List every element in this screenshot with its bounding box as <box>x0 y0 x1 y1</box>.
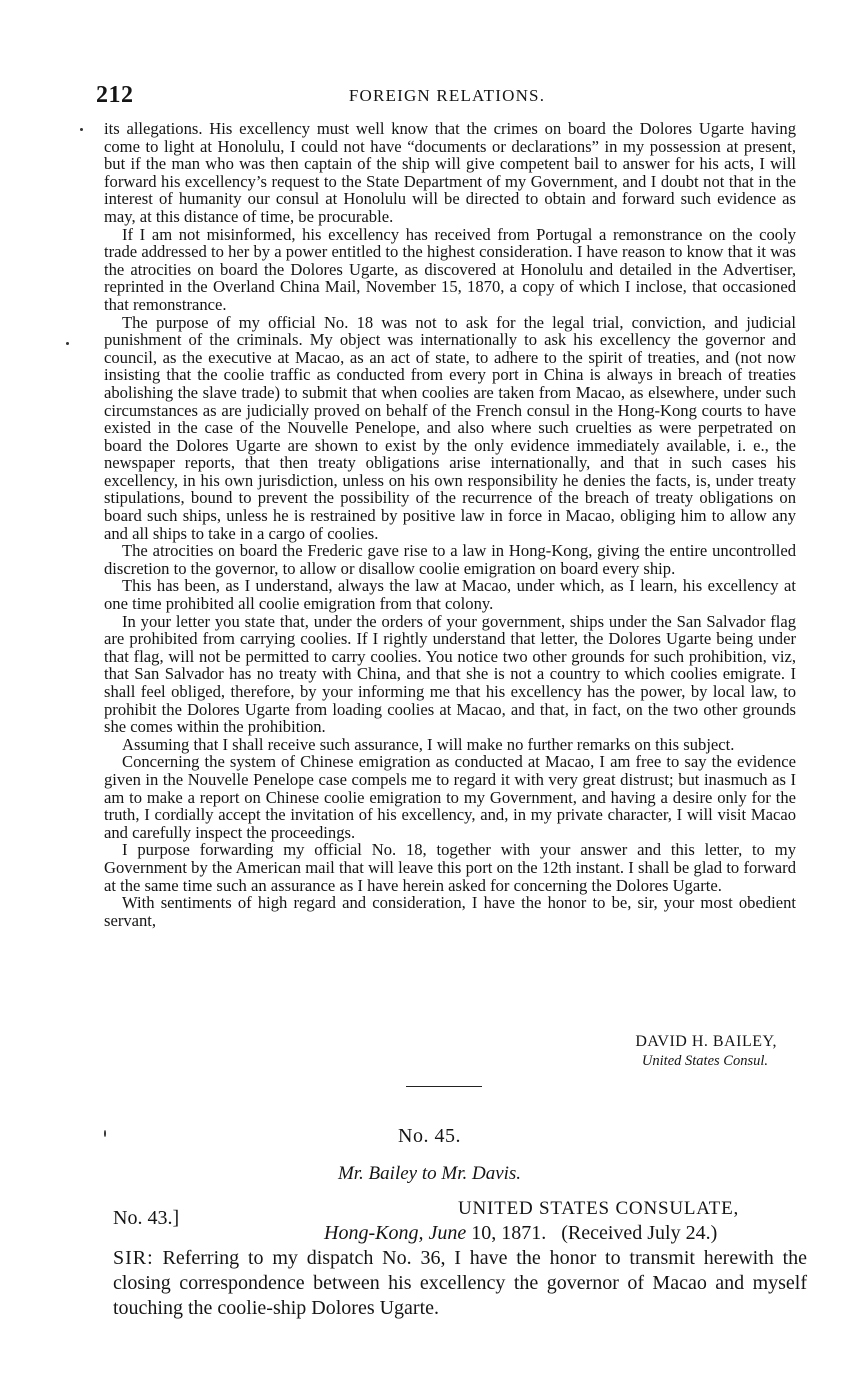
section-divider <box>406 1086 482 1087</box>
paragraph: Concerning the system of Chinese emigration as conducted at Macao, I am free to say the evidence given in the Nouvelle Penelope case compels me to regard it with very great distrust; but inasmuch as I am to make a report on Chinese coolie emigration to my Government, and having a desire only for the truth, I cordially accept the invitation of his excellency, and, in my private character, I will visit Macao and carefully inspect the proceedings. <box>104 752 796 842</box>
signatory-title: United States Consul. <box>641 1053 768 1069</box>
office-name: UNITED STATES CONSULATE, <box>458 1198 740 1219</box>
place-date: Hong-Kong, June <box>324 1222 467 1244</box>
opening-text: Referring to my dispatch No. 36, I have the honor to transmit herewith the closing correspondence between his excellency the governor of Macao and myself touching the coolie-ship Dolores Ugarte. <box>113 1247 808 1319</box>
page-header <box>96 82 798 112</box>
ink-speck <box>80 128 83 131</box>
signatory-name: DAVID H. BAILEY, <box>635 1033 777 1050</box>
paragraph: The atrocities on board the Frederic gave rise to a law in Hong-Kong, giving the entire uncontrolled discretion to the governor, to allow or disallow coolie emigration on board every ship. <box>104 541 796 578</box>
paragraph: With sentiments of high regard and consideration, I have the honor to be, sir, your most obedient servant, <box>104 893 796 930</box>
paragraph: The purpose of my official No. 18 was not to ask for the legal trial, conviction, and judicial punishment of the criminals. My object was internationally to ask his excellency the governor and council, as the executive at Macao, as an act of state, to adhere to the spirit of treaties, and (not now insisting that the coolie traffic as conducted from every port in China is always in breach of treaties abolishing the slave trade) to submit that when coolies are taken from Macao, as elsewhere, under such circumstances as are judicially proved on behalf of the French consul in the Hong-Kong courts to have existed in the case of the Nouvelle Penelope, and also where such cruelties as were perpetrated on board the Dolores Ugarte are shown to exist by the only evidence immediately available, i. e., the newspaper reports, that then treaty obligations arise internationally, and that in such cases his excellency, in his own jurisdiction, unless on his own responsibility he denies the facts, is, under treaty stipulations, bound to prevent the possibility of the recurrence of the breach of treaty obligations on board such ships, unless he is restrained by positive law in force in Macao, obliging him to allow any and all ships to take in a cargo of coolies. <box>104 312 796 543</box>
dispatch-title: Mr. Bailey to Mr. Davis. <box>337 1163 522 1184</box>
place-date-line <box>324 1222 717 1245</box>
date-year: 10, 1871. <box>471 1222 547 1244</box>
paragraph: If I am not misinformed, his excellency has received from Portugal a remonstrance on the cooly trade addressed to her by a power entitled to the highest consideration. I have reason to know that it was the atrocities on board the Dolores Ugarte, as discovered at Honolulu and detailed in the Advertiser, reprinted in the Overland China Mail, November 15, 1870, a copy of which I inclose, that occasioned that remonstrance. <box>104 224 796 314</box>
opening-paragraph <box>113 1246 807 1321</box>
running-title: FOREIGN RELATIONS. <box>348 86 546 105</box>
paragraph: Assuming that I shall receive such assurance, I will make no further remarks on this subject. <box>122 734 735 754</box>
prior-dispatch-number: No. 43.] <box>113 1207 180 1229</box>
salutation: SIR: <box>113 1247 154 1269</box>
letter-body <box>104 120 796 929</box>
ink-speck <box>104 1130 106 1137</box>
paragraph: I purpose forwarding my official No. 18, together with your answer and this letter, to my Government by the American mail that will leave this port on the 12th instant. I shall be glad to forward at the same time such an assurance as I have herein asked for concerning the Dolores Ugarte. <box>104 840 796 895</box>
paragraph: In your letter you state that, under the orders of your government, ships under the San Salvador flag are prohibited from carrying coolies. If I rightly understand that letter, the Dolores Ugarte being under that flag, will not be permitted to carry coolies. You notice two other grounds for such prohibition, viz, that San Salvador has no treaty with China, and that she is not a country to which coolies emigrate. I shall feel obliged, therefore, by your informing me that his excellency has the power, by local law, to prohibit the Dolores Ugarte from loading coolies at Macao, and that, in fact, on the two other grounds she comes within the prohibition. <box>104 611 796 737</box>
signature-block <box>635 1032 777 1070</box>
paragraph: its allegations. His excellency must well know that the crimes on board the Dolores Ugarte having come to light at Honolulu, I could not have “documents or declarations” in my possession at present, but if the man who was then captain of the ship will give competent bail to answer for his acts, I will forward his excellency’s request to the State Department of my Government, and I doubt not that in the interest of humanity our consul at Honolulu will be directed to obtain and forward such evidence as may, at this distance of time, be procurable. <box>104 119 796 226</box>
document-number: No. 45. <box>398 1125 461 1147</box>
ink-speck <box>66 342 69 345</box>
paragraph: This has been, as I understand, always the law at Macao, under which, as I learn, his excellency at one time prohibited all coolie emigration from that colony. <box>104 576 796 614</box>
page-number: 212 <box>96 82 134 108</box>
received-date: (Received July 24.) <box>561 1222 718 1244</box>
